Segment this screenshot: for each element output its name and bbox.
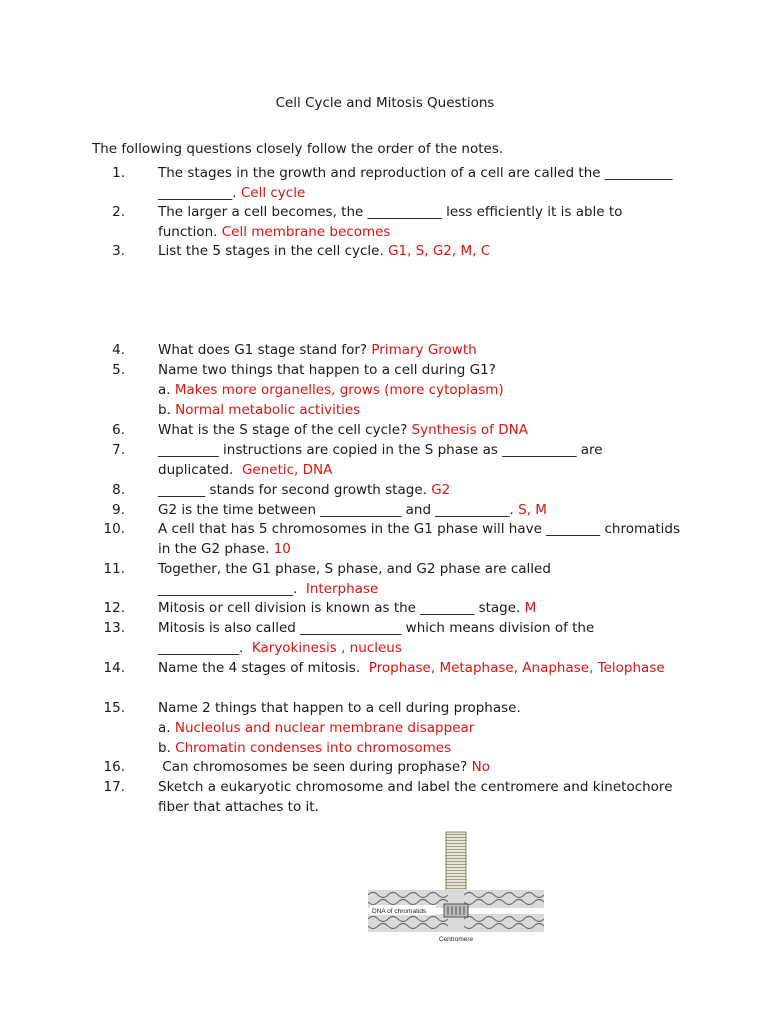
question-line	[158, 460, 698, 480]
prompt-text: What is the S stage of the cell cycle?	[158, 422, 412, 438]
question-number: 1.	[112, 165, 125, 181]
answer-text: M	[524, 600, 537, 616]
question-line	[158, 698, 698, 718]
centromere-label: Centromere	[438, 936, 474, 943]
prompt-text: Can chromosomes be seen during prophase?	[158, 759, 472, 775]
question-text	[158, 777, 698, 817]
question-line	[158, 222, 698, 242]
answer-text: Prophase, Metaphase, Anaphase, Telophase	[368, 660, 665, 676]
question-text	[158, 163, 698, 203]
question-line	[158, 440, 698, 460]
answer-text: No	[471, 759, 490, 775]
prompt-text: in the G2 phase.	[158, 541, 274, 557]
intro-text: The following questions closely follow the order of the notes.	[92, 141, 504, 157]
question-line	[158, 738, 698, 758]
question-line	[158, 658, 698, 678]
question-line	[158, 777, 698, 797]
answer-text: Normal metabolic activities	[175, 402, 361, 418]
prompt-text: A cell that has 5 chromosomes in the G1 phase will have ________ chromatids	[158, 521, 681, 537]
prompt-text: The larger a cell becomes, the ___________ less efficiently it is able to	[158, 204, 623, 220]
question-number: 12.	[103, 600, 125, 616]
question-number: 15.	[103, 700, 125, 716]
question-number: 13.	[103, 620, 125, 636]
question-number: 9.	[112, 502, 125, 518]
prompt-text: ____________________.	[158, 581, 306, 597]
prompt-text: Name two things that happen to a cell during G1?	[158, 362, 496, 378]
question-text	[158, 340, 698, 360]
question-text	[158, 480, 698, 500]
question-text	[158, 658, 698, 678]
answer-text: Interphase	[305, 581, 379, 597]
question-number: 7.	[112, 442, 125, 458]
prompt-text: Mitosis or cell division is known as the ________ stage.	[158, 600, 525, 616]
chromosome-diagram	[366, 830, 546, 946]
answer-text: Cell membrane becomes	[221, 224, 391, 240]
prompt-text: duplicated.	[158, 462, 242, 478]
prompt-text: Mitosis is also called _______________ which means division of the	[158, 620, 595, 636]
question-text	[158, 757, 698, 777]
answer-text: G1, S, G2, M, C	[388, 243, 491, 259]
question-line	[158, 241, 698, 261]
question-text	[158, 241, 698, 261]
answer-text: S, M	[518, 502, 547, 518]
question-number: 2.	[112, 204, 125, 220]
prompt-text: b.	[158, 402, 176, 418]
question-text	[158, 598, 698, 618]
prompt-text: a.	[158, 720, 175, 736]
question-line	[158, 757, 698, 777]
prompt-text: Together, the G1 phase, S phase, and G2 phase are called	[158, 561, 551, 577]
question-line	[158, 618, 698, 638]
answer-text: Synthesis of DNA	[411, 422, 528, 438]
question-text	[158, 202, 698, 242]
question-line	[158, 598, 698, 618]
question-number: 11.	[103, 561, 125, 577]
answer-text: G2	[431, 482, 451, 498]
answer-text: Makes more organelles, grows (more cytoplasm)	[174, 382, 504, 398]
question-number: 16.	[103, 759, 125, 775]
question-line	[158, 340, 698, 360]
question-line	[158, 519, 698, 539]
question-text	[158, 618, 698, 658]
answer-text: Cell cycle	[240, 185, 306, 201]
question-text	[158, 500, 698, 520]
question-number: 5.	[112, 362, 125, 378]
prompt-text: Name 2 things that happen to a cell during prophase.	[158, 700, 521, 716]
answer-text: Genetic, DNA	[241, 462, 333, 478]
page-title: Cell Cycle and Mitosis Questions	[275, 95, 495, 111]
question-line	[158, 718, 698, 738]
question-text	[158, 559, 698, 599]
answer-text: Chromatin condenses into chromosomes	[175, 740, 452, 756]
question-line	[158, 480, 698, 500]
question-line	[158, 500, 698, 520]
question-number: 6.	[112, 422, 125, 438]
question-text	[158, 420, 698, 440]
question-number: 4.	[112, 342, 125, 358]
question-line	[158, 579, 698, 599]
answer-text: 10	[273, 541, 291, 557]
question-line	[158, 163, 698, 183]
prompt-text: b.	[158, 740, 176, 756]
question-number: 3.	[112, 243, 125, 259]
prompt-text: What does G1 stage stand for?	[158, 342, 372, 358]
prompt-text: fiber that attaches to it.	[158, 799, 319, 815]
question-number: 8.	[112, 482, 125, 498]
question-line	[158, 539, 698, 559]
question-number: 10.	[103, 521, 125, 537]
question-text	[158, 440, 698, 480]
prompt-text: _________ instructions are copied in the S phase as ___________ are	[158, 442, 603, 458]
answer-text: Primary Growth	[371, 342, 477, 358]
prompt-text: _______ stands for second growth stage.	[158, 482, 432, 498]
question-number: 14.	[103, 660, 125, 676]
prompt-text: List the 5 stages in the cell cycle.	[158, 243, 389, 259]
question-line	[158, 420, 698, 440]
prompt-text: a.	[158, 382, 175, 398]
prompt-text: Sketch a eukaryotic chromosome and label the centromere and kinetochore	[158, 779, 673, 795]
prompt-text: Name the 4 stages of mitosis.	[158, 660, 369, 676]
prompt-text: G2 is the time between ____________ and ___________.	[158, 502, 519, 518]
answer-text: Nucleolus and nuclear membrane disappear	[174, 720, 475, 736]
dna-of-chromatids-label: DNA of chromatids	[372, 908, 427, 915]
question-line	[158, 559, 698, 579]
prompt-text: function.	[158, 224, 222, 240]
question-number: 17.	[103, 779, 125, 795]
question-text	[158, 360, 698, 420]
question-line	[158, 797, 698, 817]
prompt-text: ____________.	[158, 640, 252, 656]
question-line	[158, 400, 698, 420]
question-line	[158, 638, 698, 658]
question-line	[158, 202, 698, 222]
question-line	[158, 360, 698, 380]
prompt-text: ___________.	[158, 185, 241, 201]
question-text	[158, 698, 698, 758]
question-line	[158, 183, 698, 203]
question-line	[158, 380, 698, 400]
question-text	[158, 519, 698, 559]
answer-text: Karyokinesis , nucleus	[251, 640, 402, 656]
prompt-text: The stages in the growth and reproduction of a cell are called the __________	[158, 165, 673, 181]
